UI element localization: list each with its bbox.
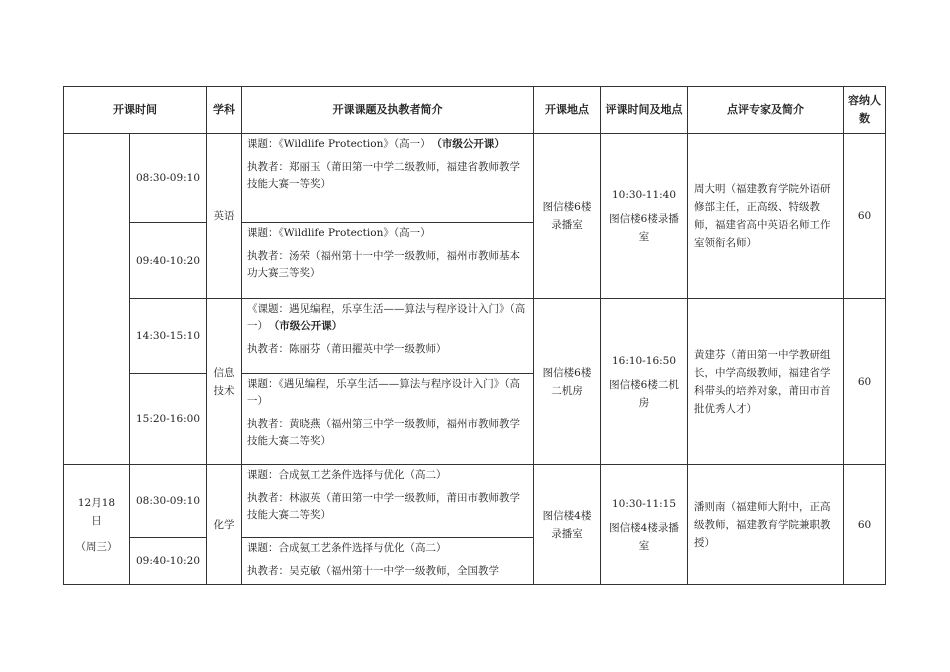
review-time: 10:30-11:15 [611, 497, 677, 510]
course-tag: （市级公开课） [274, 320, 343, 332]
table-row [64, 134, 886, 223]
course-topic: 课题：合成氨工艺条件选择与优化（高二） [247, 542, 447, 554]
subject-cell: 化学 [207, 465, 242, 585]
review-cell [601, 465, 688, 585]
course-tag: （市级公开课） [436, 138, 505, 150]
subject-cell: 信息技术 [207, 299, 242, 465]
course-topic: 《课题：遇见编程，乐享生活——算法与程序设计入门》（高一） [247, 303, 526, 332]
course-teacher: 执教者：吴克敏（福州第十一中学一级教师，全国教学 [247, 565, 499, 577]
header-place: 开课地点 [534, 87, 601, 134]
review-cell [601, 134, 688, 299]
course-teacher: 执教者：陈丽芬（莆田擢英中学一级教师） [247, 343, 447, 355]
course-topic: 课题：合成氨工艺条件选择与优化（高二） [247, 469, 447, 481]
header-course: 开课课题及执教者简介 [242, 87, 534, 134]
date-cell-day2 [64, 465, 130, 585]
expert-cell: 周大明（福建教育学院外语研修部主任，正高级、特级教师，福建省高中英语名师工作室领衔名师） [688, 134, 844, 299]
course-topic: 课题：《Wildlife Protection》（高一） [247, 227, 431, 239]
capacity-cell: 60 [844, 465, 886, 585]
review-place: 图信楼6楼二机房 [609, 378, 679, 409]
place-cell: 图信楼6楼二机房 [534, 299, 601, 465]
session-time: 15:20-16:00 [130, 374, 207, 465]
course-cell [242, 299, 534, 374]
course-topic: 课题：《遇见编程，乐享生活——算法与程序设计入门》（高一） [247, 378, 520, 407]
schedule-table [63, 86, 886, 585]
review-place: 图信楼6楼录播室 [609, 213, 679, 243]
capacity-cell: 60 [844, 134, 886, 299]
expert-cell: 潘则南（福建师大附中，正高级教师，福建教育学院兼职教授） [688, 465, 844, 585]
session-time: 09:40-10:20 [130, 538, 207, 585]
expert-cell: 黄建芬（莆田第一中学教研组长，中学高级教师，福建省学科带头的培养对象，莆田市首批优秀人才） [688, 299, 844, 465]
header-time: 开课时间 [64, 87, 207, 134]
course-cell [242, 134, 534, 223]
header-subject: 学科 [207, 87, 242, 134]
course-teacher: 执教者：黄晓燕（福州第三中学一级教师，福州市教师教学技能大赛二等奖） [247, 418, 520, 447]
course-teacher: 执教者：郑丽玉（莆田第一中学二级教师，福建省教师教学技能大赛一等奖） [247, 161, 520, 190]
review-time: 10:30-11:40 [611, 189, 677, 201]
place-cell: 图信楼4楼录播室 [534, 465, 601, 585]
review-time: 16:10-16:50 [611, 354, 677, 367]
course-teacher: 执教者：汤荣（福州第十一中学一级教师，福州市教师基本功大赛三等奖） [247, 250, 520, 279]
capacity-cell: 60 [844, 299, 886, 465]
place-cell: 图信楼6楼录播室 [534, 134, 601, 299]
date-cell-day1 [64, 134, 130, 465]
course-topic: 课题：《Wildlife Protection》（高一） [247, 138, 431, 150]
course-cell [242, 538, 534, 585]
subject-cell: 英语 [207, 134, 242, 299]
header-capacity: 容纳人数 [844, 87, 886, 134]
course-cell [242, 374, 534, 465]
review-place: 图信楼4楼录播室 [609, 521, 679, 552]
session-time: 09:40-10:20 [130, 223, 207, 299]
weekday-text: （周三） [75, 540, 118, 553]
table-row [64, 299, 886, 374]
session-time: 08:30-09:10 [130, 465, 207, 538]
course-cell [242, 223, 534, 299]
session-time: 14:30-15:10 [130, 299, 207, 374]
header-row [64, 87, 886, 134]
course-teacher: 执教者：林淑英（莆田第一中学一级教师，莆田市教师教学技能大赛二等奖） [247, 492, 520, 521]
course-cell [242, 465, 534, 538]
session-time: 08:30-09:10 [130, 134, 207, 223]
table-row [64, 465, 886, 538]
review-cell [601, 299, 688, 465]
header-expert: 点评专家及简介 [688, 87, 844, 134]
header-review: 评课时间及地点 [601, 87, 688, 134]
date-text: 12月18日 [77, 496, 116, 527]
